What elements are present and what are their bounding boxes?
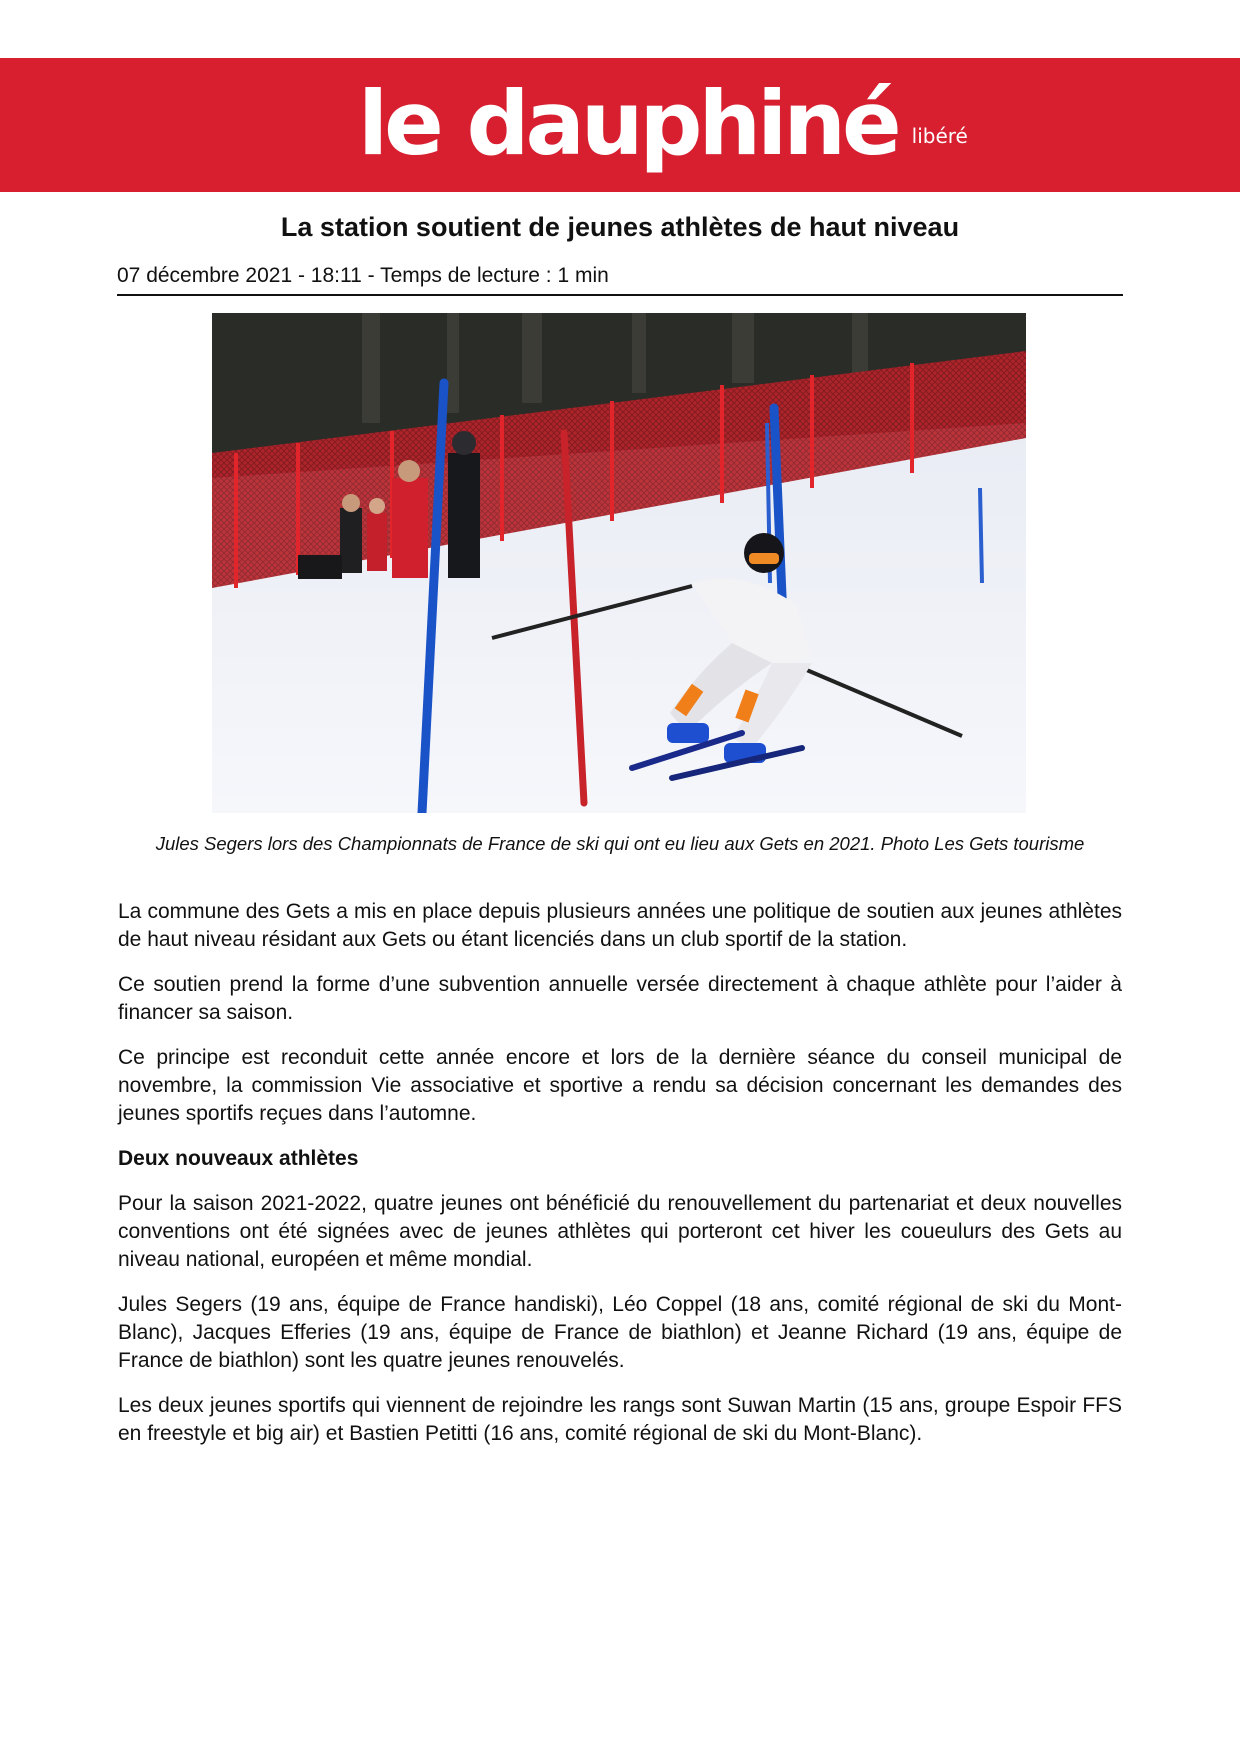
article-photo [212,313,1026,813]
newspaper-logo[interactable] [358,66,968,186]
logo-main-text: le dauphiné [358,72,898,175]
article-meta: 07 décembre 2021 - 18:11 - Temps de lecture : 1 min [117,264,1123,296]
logo-sub-text: libéré [911,124,968,148]
article-body [118,898,1122,1465]
photo-caption: Jules Segers lors des Championnats de France de ski qui ont eu lieu aux Gets en 2021. Photo Les Gets tourisme [155,833,1085,854]
paragraph: Ce principe est reconduit cette année encore et lors de la dernière séance du conseil municipal de novembre, la commission Vie associative et sportive a rendu sa décision concernant les demandes des jeunes sportifs reçues dans l’automne. [118,1046,1122,1125]
paragraph: La commune des Gets a mis en place depuis plusieurs années une politique de soutien aux jeunes athlètes de haut niveau résidant aux Gets ou étant licenciés dans un club sportif de la station. [118,900,1122,951]
paragraph: Jules Segers (19 ans, équipe de France handiski), Léo Coppel (18 ans, comité régional de ski du Mont-Blanc), Jacques Efferies (19 ans, équipe de France de biathlon) et Jeanne Richard (19 ans, équipe de France de biathlon) sont les quatre jeunes renouvelés. [118,1293,1122,1372]
paragraph: Pour la saison 2021-2022, quatre jeunes ont bénéficié du renouvellement du partenariat et deux nouvelles conventions ont été signées avec de jeunes athlètes qui porteront cet hiver les coueulurs des Gets au niveau national, européen et même mondial. [118,1192,1122,1271]
masthead [0,58,1240,192]
subheading: Deux nouveaux athlètes [118,1147,359,1170]
article-title: La station soutient de jeunes athlètes de haut niveau [280,212,960,242]
paragraph: Ce soutien prend la forme d’une subvention annuelle versée directement à chaque athlète pour l’aider à financer sa saison. [118,973,1122,1024]
paragraph: Les deux jeunes sportifs qui viennent de rejoindre les rangs sont Suwan Martin (15 ans, groupe Espoir FFS en freestyle et big air) et Bastien Petitti (16 ans, comité régional de ski du Mont-Blanc). [118,1394,1122,1445]
